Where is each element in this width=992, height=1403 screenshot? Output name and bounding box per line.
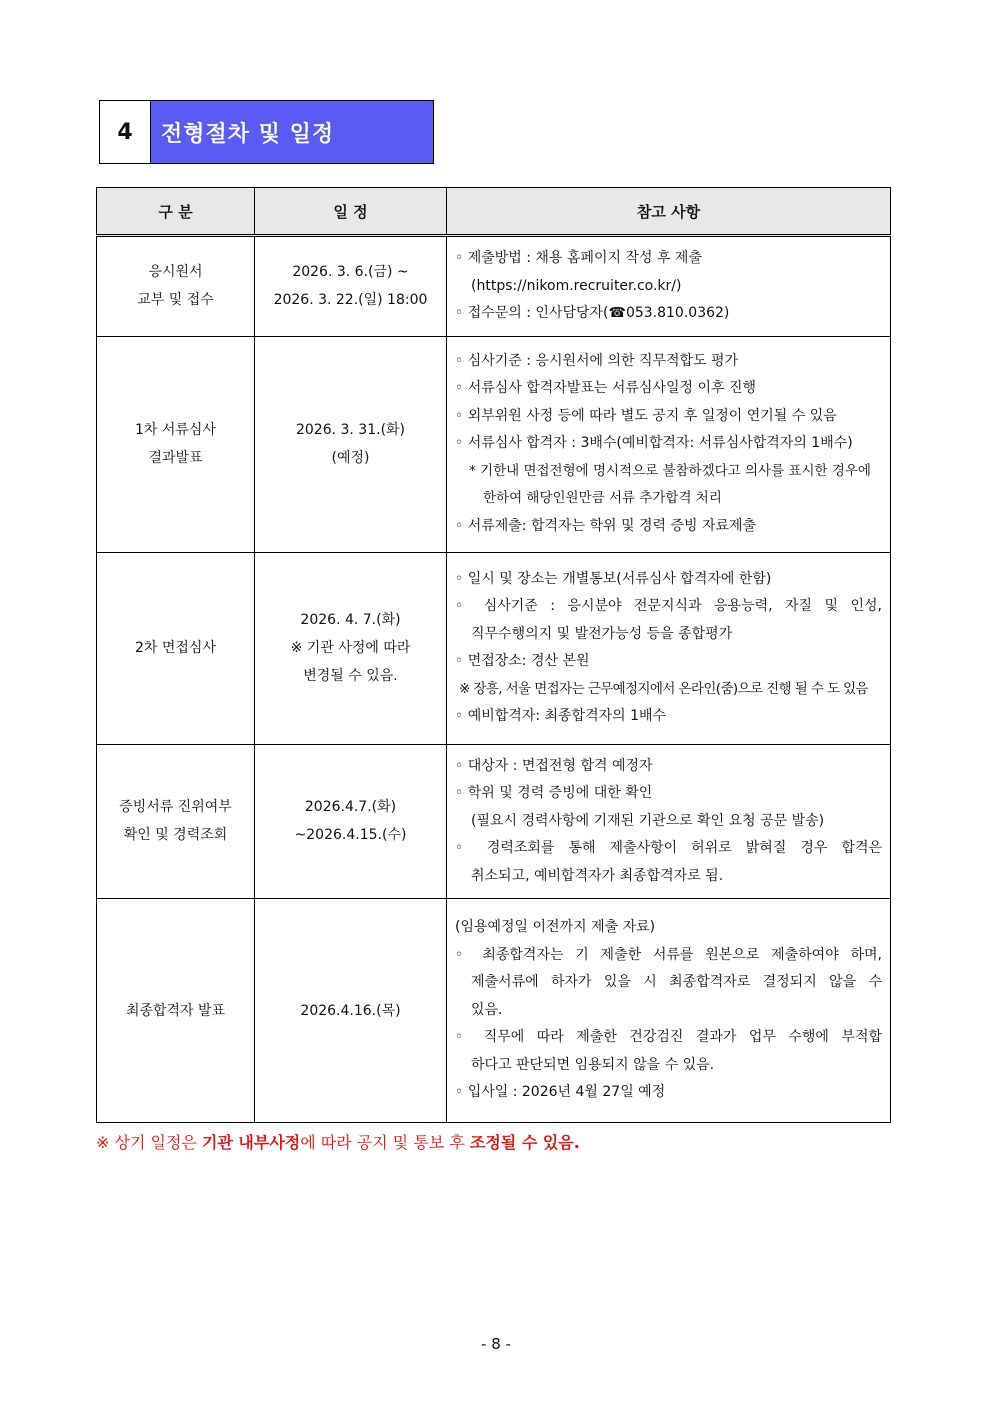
footnote-text: ※ 상기 일정은: [96, 1133, 202, 1152]
stage-cell: [97, 899, 255, 1123]
note-line: 취소되고, 예비합격자가 최종합격자로 됨.: [471, 867, 724, 884]
notes-cell: [447, 744, 891, 899]
note-line: ◦ 심사기준 : 응시원서에 의한 직무적합도 평가: [455, 352, 739, 369]
schedule-footnote: [96, 1130, 580, 1153]
section-heading: [99, 100, 434, 164]
note-line: ◦ 대상자 : 면접전형 합격 예정자: [455, 757, 653, 774]
schedule-cell: [255, 236, 447, 337]
note-line: ◦ 서류심사 합격자 : 3배수(예비합격자: 서류심사합격자의 1배수): [455, 435, 853, 452]
stage-text: 확인 및 경력조회: [123, 827, 228, 844]
stage-text: 2차 면접심사: [135, 640, 216, 656]
table-row: [97, 899, 891, 1123]
header-stage: 구 분: [97, 188, 255, 236]
page-number: - 8 -: [481, 1335, 511, 1353]
note-line: 직무수행의지 및 발전가능성 등을 종합평가: [471, 625, 733, 642]
schedule-text: ※ 기관 사정에 따라: [290, 640, 411, 656]
note-line: ◦ 직무에 따라 제출한 건강검진 결과가 업무 수행에 부적합: [455, 1029, 882, 1046]
footnote-emphasis: 기관 내부사정: [201, 1133, 301, 1152]
schedule-text: (예정): [331, 450, 370, 466]
note-line: 있음.: [471, 1001, 503, 1018]
schedule-cell: [255, 744, 447, 899]
note-line: 제출서류에 하자가 있을 시 최종합격자로 결정되지 않을 수: [471, 974, 882, 991]
stage-text: 최종합격자 발표: [125, 1002, 226, 1019]
note-line: ◦ 외부위원 사정 등에 따라 별도 공지 후 일정이 연기될 수 있음: [455, 407, 837, 424]
note-line: (필요시 경력사항에 기재된 기관으로 확인 요청 공문 발송): [471, 812, 825, 829]
notes-cell: [447, 236, 891, 337]
schedule-text: 2026. 4. 7.(화): [300, 612, 401, 628]
schedule-text: 변경될 수 있음.: [303, 668, 398, 684]
note-line: ◦ 서류심사 합격자발표는 서류심사일정 이후 진행: [455, 380, 756, 397]
header-notes: 참고 사항: [447, 188, 891, 236]
schedule-text: ~2026.4.15.(수): [294, 827, 407, 844]
note-line: ◦ 면접장소: 경산 본원: [455, 653, 590, 669]
notes-cell: [447, 336, 891, 552]
schedule-text: 2026.4.7.(화): [304, 799, 397, 816]
header-schedule: 일 정: [255, 188, 447, 236]
stage-text: 결과발표: [148, 450, 203, 466]
note-line: ◦ 접수문의 : 인사담당자(☎053.810.0362): [455, 305, 730, 321]
footnote-emphasis: 조정될 수 있음.: [469, 1133, 580, 1152]
schedule-cell: [255, 336, 447, 552]
note-link-text: (https://nikom.recruiter.co.kr/): [471, 277, 682, 294]
note-asterisk-line: 한하여 해당인원만큼 서류 추가합격 처리: [483, 490, 722, 507]
note-line: ◦ 제출방법 : 채용 홈페이지 작성 후 제출: [455, 250, 702, 266]
note-line: ◦ 서류제출: 합격자는 학위 및 경력 증빙 자료제출: [455, 517, 757, 534]
note-reference-line: ※ 장흥, 서울 면접자는 근무예정지에서 온라인(줌)으로 진행 될 수 도 있음: [459, 680, 868, 697]
note-line: ◦ 일시 및 장소는 개별통보(서류심사 합격자에 한함): [455, 570, 772, 587]
table-header-row: [97, 188, 891, 236]
note-line: (임용예정일 이전까지 제출 자료): [455, 919, 656, 936]
note-line: ◦ 경력조회를 통해 제출사항이 허위로 밝혀질 경우 합격은: [455, 840, 882, 856]
schedule-text: 2026. 3. 31.(화): [295, 422, 406, 438]
stage-text: 1차 서류심사: [135, 422, 216, 438]
note-line: ◦ 학위 및 경력 증빙에 대한 확인: [455, 785, 653, 801]
note-line: ◦ 심사기준 : 응시분야 전문지식과 응용능력, 자질 및 인성,: [455, 598, 882, 614]
table-row: [97, 744, 891, 899]
table-row: [97, 236, 891, 337]
note-line: ◦ 입사일 : 2026년 4월 27일 예정: [455, 1084, 666, 1101]
footnote-text: 에 따라 공지 및 통보 후: [300, 1133, 470, 1152]
note-asterisk-line: * 기한내 면접전형에 명시적으로 불참하겠다고 의사를 표시한 경우에: [469, 462, 871, 479]
note-line: ◦ 최종합격자는 기 제출한 서류를 원본으로 제출하여야 하며,: [455, 946, 882, 963]
stage-cell: [97, 744, 255, 899]
note-line: ◦ 예비합격자: 최종합격자의 1배수: [455, 708, 667, 724]
stage-text: 증빙서류 진위여부: [119, 799, 232, 816]
table-row: [97, 336, 891, 552]
note-line: 하다고 판단되면 임용되지 않을 수 있음.: [471, 1056, 715, 1073]
table-row: [97, 552, 891, 744]
schedule-text: 2026. 3. 22.(일) 18:00: [273, 292, 428, 309]
stage-cell: [97, 552, 255, 744]
schedule-cell: [255, 899, 447, 1123]
stage-cell: [97, 336, 255, 552]
schedule-text: 2026. 3. 6.(금) ~: [292, 264, 409, 281]
stage-text: 응시원서: [148, 264, 203, 281]
schedule-text: 2026.4.16.(목): [300, 1002, 401, 1019]
schedule-table: [96, 187, 891, 1123]
schedule-cell: [255, 552, 447, 744]
section-title: 전형절차 및 일정: [151, 101, 433, 163]
notes-cell: [447, 552, 891, 744]
stage-cell: [97, 236, 255, 337]
stage-text: 교부 및 접수: [137, 292, 214, 309]
notes-cell: [447, 899, 891, 1123]
section-number: 4: [100, 101, 151, 163]
